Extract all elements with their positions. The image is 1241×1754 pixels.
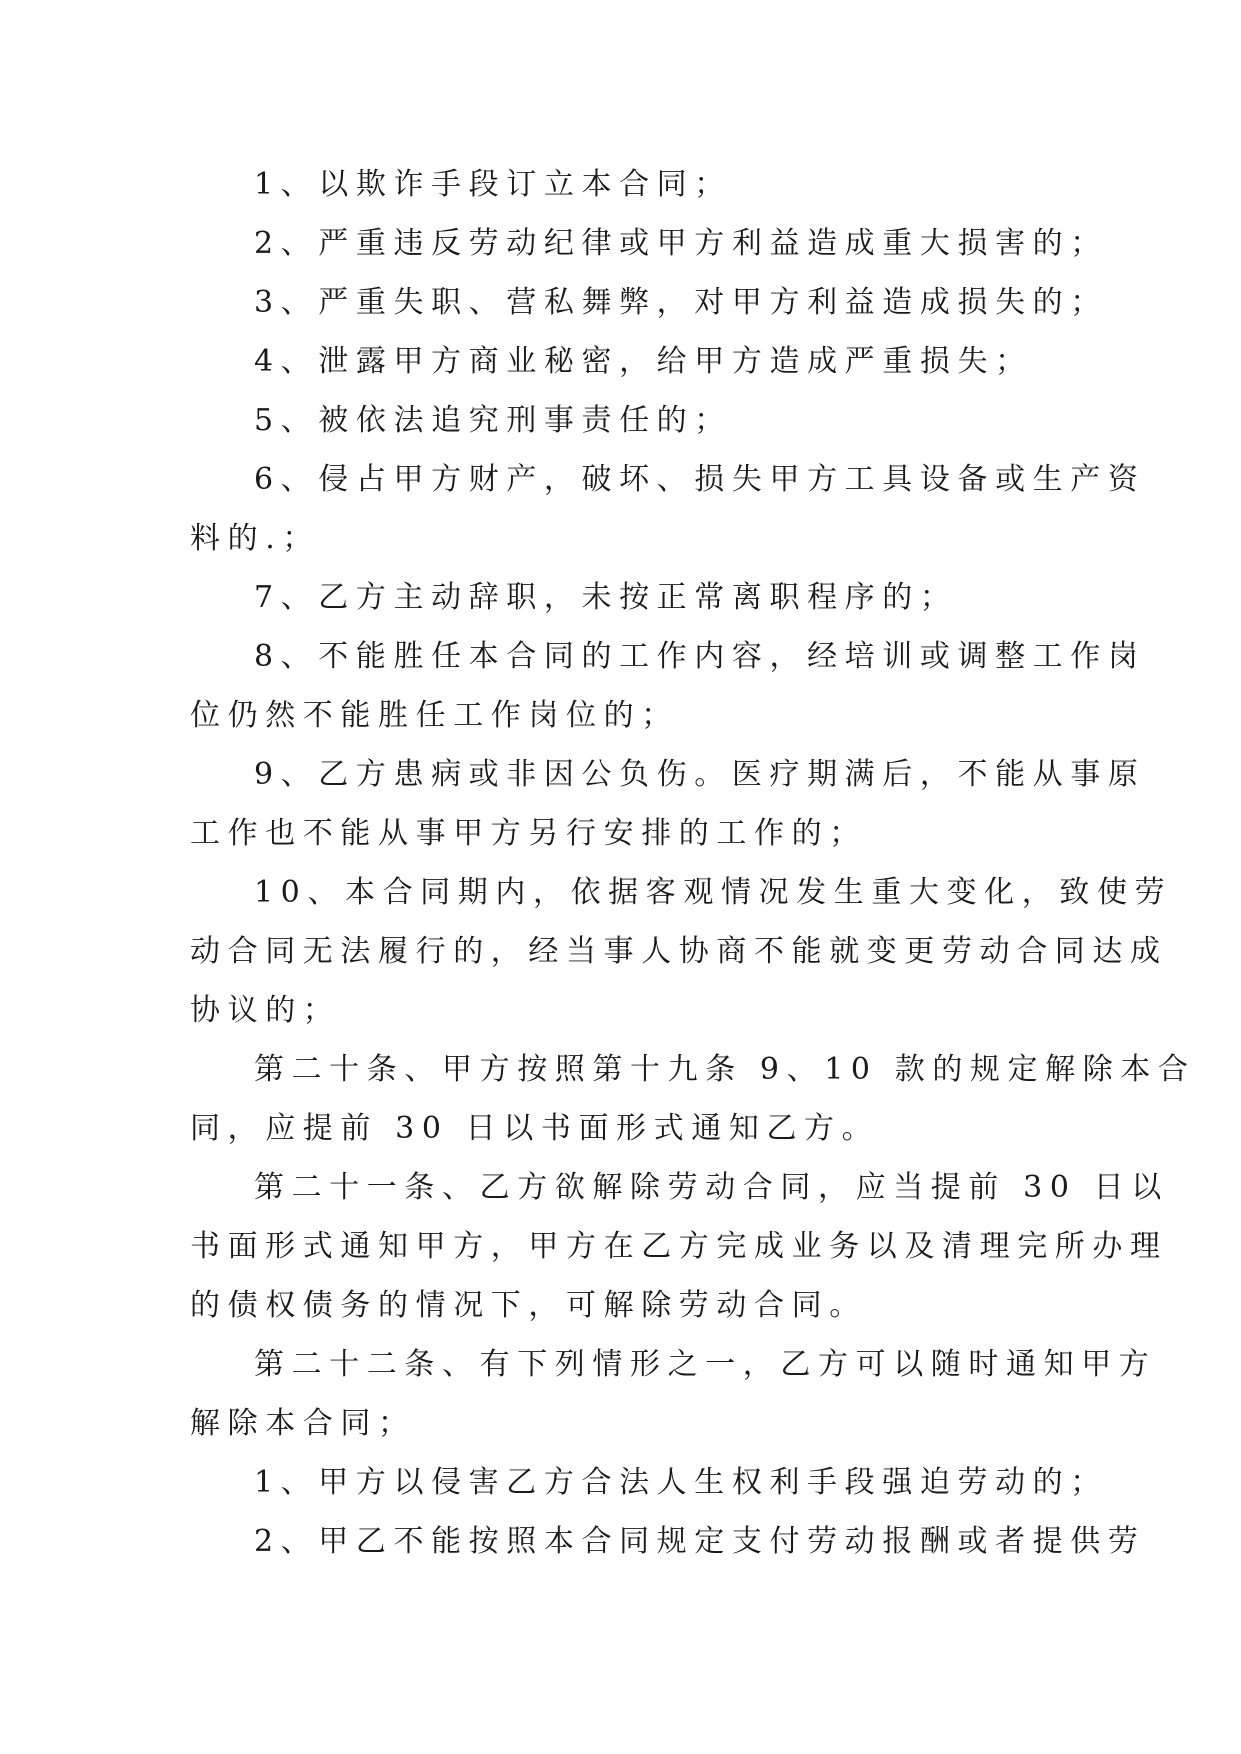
text-line: 同，应提前 30 日以书面形式通知乙方。 (190, 1111, 880, 1146)
paragraph-item-22-1 (190, 1453, 1108, 1512)
paragraph-item-7 (190, 568, 1050, 627)
text-line: 第二十二条、有下列情形之一，乙方可以随时通知甲方 (254, 1347, 1157, 1382)
paragraph-item-1 (190, 155, 1050, 214)
text-line: 解除本合同； (190, 1406, 416, 1441)
text-line: 工作也不能从事甲方另行安排的工作的； (190, 816, 867, 851)
paragraph-item-4 (190, 332, 1050, 391)
paragraph-item-22-2 (190, 1512, 1146, 1571)
text-line: 8、不能胜任本合同的工作内容，经培训或调整工作岗 (254, 639, 1146, 674)
text-line: 协议的； (190, 993, 341, 1028)
text-line: 4、泄露甲方商业秘密，给甲方造成严重损失； (254, 344, 1033, 379)
paragraph-item-5 (190, 391, 1050, 450)
paragraph-article-20 (190, 1040, 1196, 1158)
text-line: 书面形式通知甲方，甲方在乙方完成业务以及清理完所办理 (190, 1229, 1168, 1264)
text-line: 1、甲方以侵害乙方合法人生权利手段强迫劳动的； (254, 1465, 1108, 1500)
text-line: 7、乙方主动辞职，未按正常离职程序的； (254, 580, 958, 615)
paragraph-item-2 (190, 214, 1108, 273)
text-line: 第二十条、甲方按照第十九条 9、10 款的规定解除本合 (254, 1052, 1196, 1087)
paragraph-item-3 (190, 273, 1108, 332)
text-line: 5、被依法追究刑事责任的； (254, 403, 732, 438)
paragraph-article-22 (190, 1335, 1157, 1453)
text-line: 2、甲乙不能按照本合同规定支付劳动报酬或者提供劳 (254, 1524, 1146, 1559)
text-line: 6、侵占甲方财产，破坏、损失甲方工具设备或生产资 (254, 462, 1146, 497)
text-line: 10、本合同期内，依据客观情况发生重大变化，致使劳 (254, 875, 1173, 910)
text-line: 3、严重失职、营私舞弊，对甲方利益造成损失的； (254, 285, 1108, 320)
text-line: 料的.； (190, 521, 320, 556)
paragraph-item-6 (190, 450, 1146, 568)
paragraph-item-8 (190, 627, 1146, 745)
text-line: 位仍然不能胜任工作岗位的； (190, 698, 679, 733)
text-line: 2、严重违反劳动纪律或甲方利益造成重大损害的； (254, 226, 1108, 261)
text-line: 1、以欺诈手段订立本合同； (254, 167, 732, 202)
paragraph-item-10 (190, 863, 1173, 1040)
text-line: 动合同无法履行的，经当事人协商不能就变更劳动合同达成 (190, 934, 1168, 969)
paragraph-item-9 (190, 745, 1146, 863)
text-line: 9、乙方患病或非因公负伤。医疗期满后，不能从事原 (254, 757, 1146, 792)
text-line: 的债权债务的情况下，可解除劳动合同。 (190, 1288, 867, 1323)
text-line: 第二十一条、乙方欲解除劳动合同，应当提前 30 日以 (254, 1170, 1169, 1205)
paragraph-article-21 (190, 1158, 1169, 1335)
document-body (190, 155, 1196, 1571)
